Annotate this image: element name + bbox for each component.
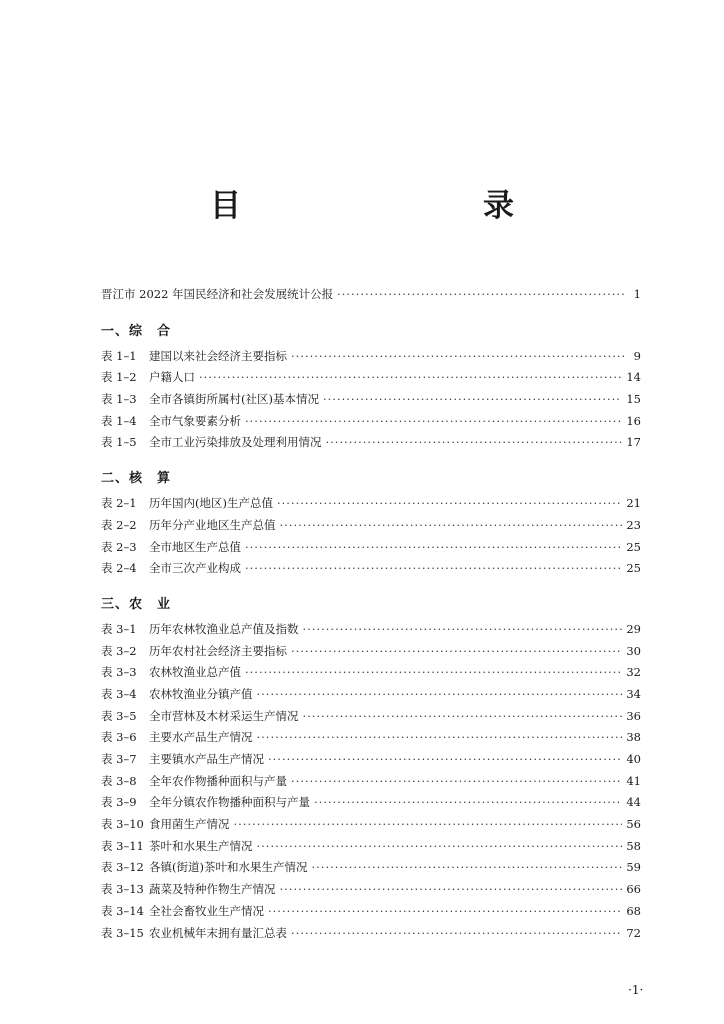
toc-entry-code: 表 3–9 bbox=[101, 795, 137, 810]
toc-entry[interactable] bbox=[101, 925, 641, 947]
table-of-contents bbox=[101, 286, 641, 946]
leader-dots bbox=[314, 795, 622, 809]
section-heading: 一、综 合 bbox=[101, 323, 172, 339]
toc-entry-page: 15 bbox=[626, 392, 641, 407]
toc-entry-label: 全年分镇农作物播种面积与产量 bbox=[149, 795, 310, 810]
toc-entry-page: 38 bbox=[626, 730, 641, 745]
toc-entry[interactable] bbox=[101, 708, 641, 730]
toc-entry[interactable] bbox=[101, 773, 641, 795]
toc-entry[interactable] bbox=[101, 560, 641, 582]
toc-entry[interactable] bbox=[101, 859, 641, 881]
toc-entry-page: 25 bbox=[626, 561, 641, 576]
toc-entry-code: 表 3–6 bbox=[101, 730, 137, 745]
toc-entry-label: 历年农林牧渔业总产值及指数 bbox=[149, 621, 299, 636]
toc-entry-label: 农林牧渔业总产值 bbox=[149, 665, 241, 680]
toc-entry-label: 建国以来社会经济主要指标 bbox=[149, 348, 287, 363]
toc-entry-label: 全社会畜牧业生产情况 bbox=[149, 903, 264, 918]
leader-dots bbox=[291, 774, 622, 788]
toc-entry[interactable] bbox=[101, 539, 641, 561]
toc-entry-page: 14 bbox=[626, 370, 641, 385]
toc-entry[interactable] bbox=[101, 729, 641, 751]
toc-entry[interactable] bbox=[101, 816, 641, 838]
toc-entry-code: 表 2–1 bbox=[101, 496, 137, 511]
toc-entry-label: 全市三次产业构成 bbox=[149, 561, 241, 576]
toc-entry-code: 表 2–4 bbox=[101, 561, 137, 576]
leader-dots bbox=[277, 496, 622, 510]
toc-entry-page: 36 bbox=[626, 708, 641, 723]
toc-entry-page: 58 bbox=[626, 838, 641, 853]
leader-dots bbox=[291, 926, 622, 940]
toc-entry-code: 表 1–3 bbox=[101, 392, 137, 407]
toc-entry-code: 表 1–5 bbox=[101, 435, 137, 450]
toc-entry-label: 农业机械年末拥有量汇总表 bbox=[149, 925, 287, 940]
toc-entry-page: 66 bbox=[626, 882, 641, 897]
toc-entry[interactable] bbox=[101, 751, 641, 773]
toc-entry-page: 32 bbox=[626, 665, 641, 680]
toc-intro-entry[interactable] bbox=[101, 286, 641, 308]
leader-dots bbox=[291, 644, 622, 658]
toc-entry[interactable] bbox=[101, 838, 641, 860]
toc-entry-code: 表 3–15 bbox=[101, 925, 144, 940]
toc-entry-code: 表 3–8 bbox=[101, 773, 137, 788]
leader-dots bbox=[245, 665, 622, 679]
toc-entry-page: 30 bbox=[626, 643, 641, 658]
toc-entry-label: 历年农村社会经济主要指标 bbox=[149, 643, 287, 658]
leader-dots bbox=[268, 752, 622, 766]
toc-entry-code: 表 3–3 bbox=[101, 665, 137, 680]
leader-dots bbox=[280, 882, 623, 896]
toc-entry-page: 25 bbox=[626, 539, 641, 554]
leader-dots bbox=[291, 349, 625, 363]
toc-entry[interactable] bbox=[101, 391, 641, 413]
leader-dots bbox=[326, 435, 623, 449]
toc-entry-label: 茶叶和水果生产情况 bbox=[149, 838, 253, 853]
leader-dots bbox=[268, 904, 622, 918]
toc-entry-code: 表 2–2 bbox=[101, 517, 137, 532]
toc-entry[interactable] bbox=[101, 643, 641, 665]
toc-entry[interactable] bbox=[101, 621, 641, 643]
page-title: 目 录 bbox=[210, 188, 574, 224]
toc-entry-page: 1 bbox=[633, 287, 641, 301]
toc-entry[interactable] bbox=[101, 369, 641, 391]
toc-entry-code: 表 3–2 bbox=[101, 643, 137, 658]
leader-dots bbox=[280, 518, 623, 532]
toc-entry-code: 表 3–14 bbox=[101, 903, 144, 918]
toc-entry-label: 主要镇水产品生产情况 bbox=[149, 752, 264, 766]
toc-entry-page: 72 bbox=[626, 925, 641, 940]
toc-entry[interactable] bbox=[101, 434, 641, 456]
leader-dots bbox=[257, 687, 623, 701]
leader-dots bbox=[323, 392, 622, 406]
toc-entry-label: 晋江市 2022 年国民经济和社会发展统计公报 bbox=[101, 287, 334, 301]
toc-entry-label: 全年农作物播种面积与产量 bbox=[149, 773, 287, 788]
toc-entry-code: 表 3–12 bbox=[101, 860, 144, 875]
toc-entry-page: 21 bbox=[626, 496, 641, 511]
toc-entry-label: 全市地区生产总值 bbox=[149, 539, 241, 554]
toc-entry-code: 表 3–1 bbox=[101, 621, 137, 636]
toc-entry-label: 全市工业污染排放及处理利用情况 bbox=[149, 435, 322, 450]
leader-dots bbox=[245, 540, 622, 554]
leader-dots bbox=[257, 730, 623, 744]
toc-entry[interactable] bbox=[101, 517, 641, 539]
toc-entry-label: 全市气象要素分析 bbox=[149, 413, 241, 428]
toc-entry[interactable] bbox=[101, 664, 641, 686]
toc-entry[interactable] bbox=[101, 794, 641, 816]
toc-entry-code: 表 3–7 bbox=[101, 752, 137, 766]
toc-entry-code: 表 3–4 bbox=[101, 686, 137, 701]
toc-entry-page: 9 bbox=[633, 348, 641, 363]
toc-entry-code: 表 3–5 bbox=[101, 708, 137, 723]
toc-entry-page: 23 bbox=[626, 517, 641, 532]
toc-entry-page: 56 bbox=[626, 817, 641, 832]
toc-entry-code: 表 1–4 bbox=[101, 413, 137, 428]
toc-entry-label: 历年分产业地区生产总值 bbox=[149, 517, 276, 532]
toc-entry-page: 59 bbox=[626, 860, 641, 875]
leader-dots bbox=[257, 839, 623, 853]
toc-entry[interactable] bbox=[101, 686, 641, 708]
toc-entry-page: 29 bbox=[626, 621, 641, 636]
section-heading: 三、农 业 bbox=[101, 596, 172, 612]
leader-dots bbox=[234, 817, 623, 831]
toc-entry[interactable] bbox=[101, 413, 641, 435]
toc-entry-page: 40 bbox=[626, 752, 641, 766]
toc-entry-page: 68 bbox=[626, 903, 641, 918]
toc-entry-code: 表 1–1 bbox=[101, 348, 137, 363]
page-number-footer: ·1· bbox=[628, 983, 644, 997]
section-heading: 二、核 算 bbox=[101, 471, 172, 487]
toc-entry-label: 主要水产品生产情况 bbox=[149, 730, 253, 745]
toc-entry-code: 表 3–11 bbox=[101, 838, 144, 853]
toc-entry-label: 农林牧渔业分镇产值 bbox=[149, 686, 253, 701]
toc-entry[interactable] bbox=[101, 495, 641, 517]
toc-entry-label: 各镇(街道)茶叶和水果生产情况 bbox=[149, 860, 308, 875]
toc-entry-label: 户籍人口 bbox=[149, 370, 195, 385]
toc-entry[interactable] bbox=[101, 903, 641, 925]
toc-entry-code: 表 1–2 bbox=[101, 370, 137, 385]
toc-entry-label: 食用菌生产情况 bbox=[149, 817, 230, 832]
toc-entry[interactable] bbox=[101, 348, 641, 370]
toc-entry-label: 历年国内(地区)生产总值 bbox=[149, 496, 273, 511]
leader-dots bbox=[199, 370, 622, 384]
leader-dots bbox=[245, 561, 622, 575]
toc-entry-code: 表 3–13 bbox=[101, 882, 144, 897]
leader-dots bbox=[337, 287, 625, 301]
toc-entry-page: 41 bbox=[626, 773, 641, 788]
toc-entry-code: 表 3–10 bbox=[101, 817, 144, 832]
toc-entry[interactable] bbox=[101, 881, 641, 903]
leader-dots bbox=[303, 709, 623, 723]
toc-entry-page: 17 bbox=[626, 435, 641, 450]
toc-entry-page: 44 bbox=[626, 795, 641, 810]
leader-dots bbox=[311, 860, 622, 874]
leader-dots bbox=[303, 622, 623, 636]
toc-entry-label: 蔬菜及特种作物生产情况 bbox=[149, 882, 276, 897]
toc-sections bbox=[101, 320, 641, 947]
toc-entry-page: 34 bbox=[626, 686, 641, 701]
toc-entry-label: 全市各镇街所属村(社区)基本情况 bbox=[149, 392, 319, 407]
leader-dots bbox=[245, 414, 622, 428]
toc-entry-page: 16 bbox=[626, 413, 641, 428]
toc-entry-label: 全市营林及木材采运生产情况 bbox=[149, 708, 299, 723]
toc-entry-code: 表 2–3 bbox=[101, 539, 137, 554]
